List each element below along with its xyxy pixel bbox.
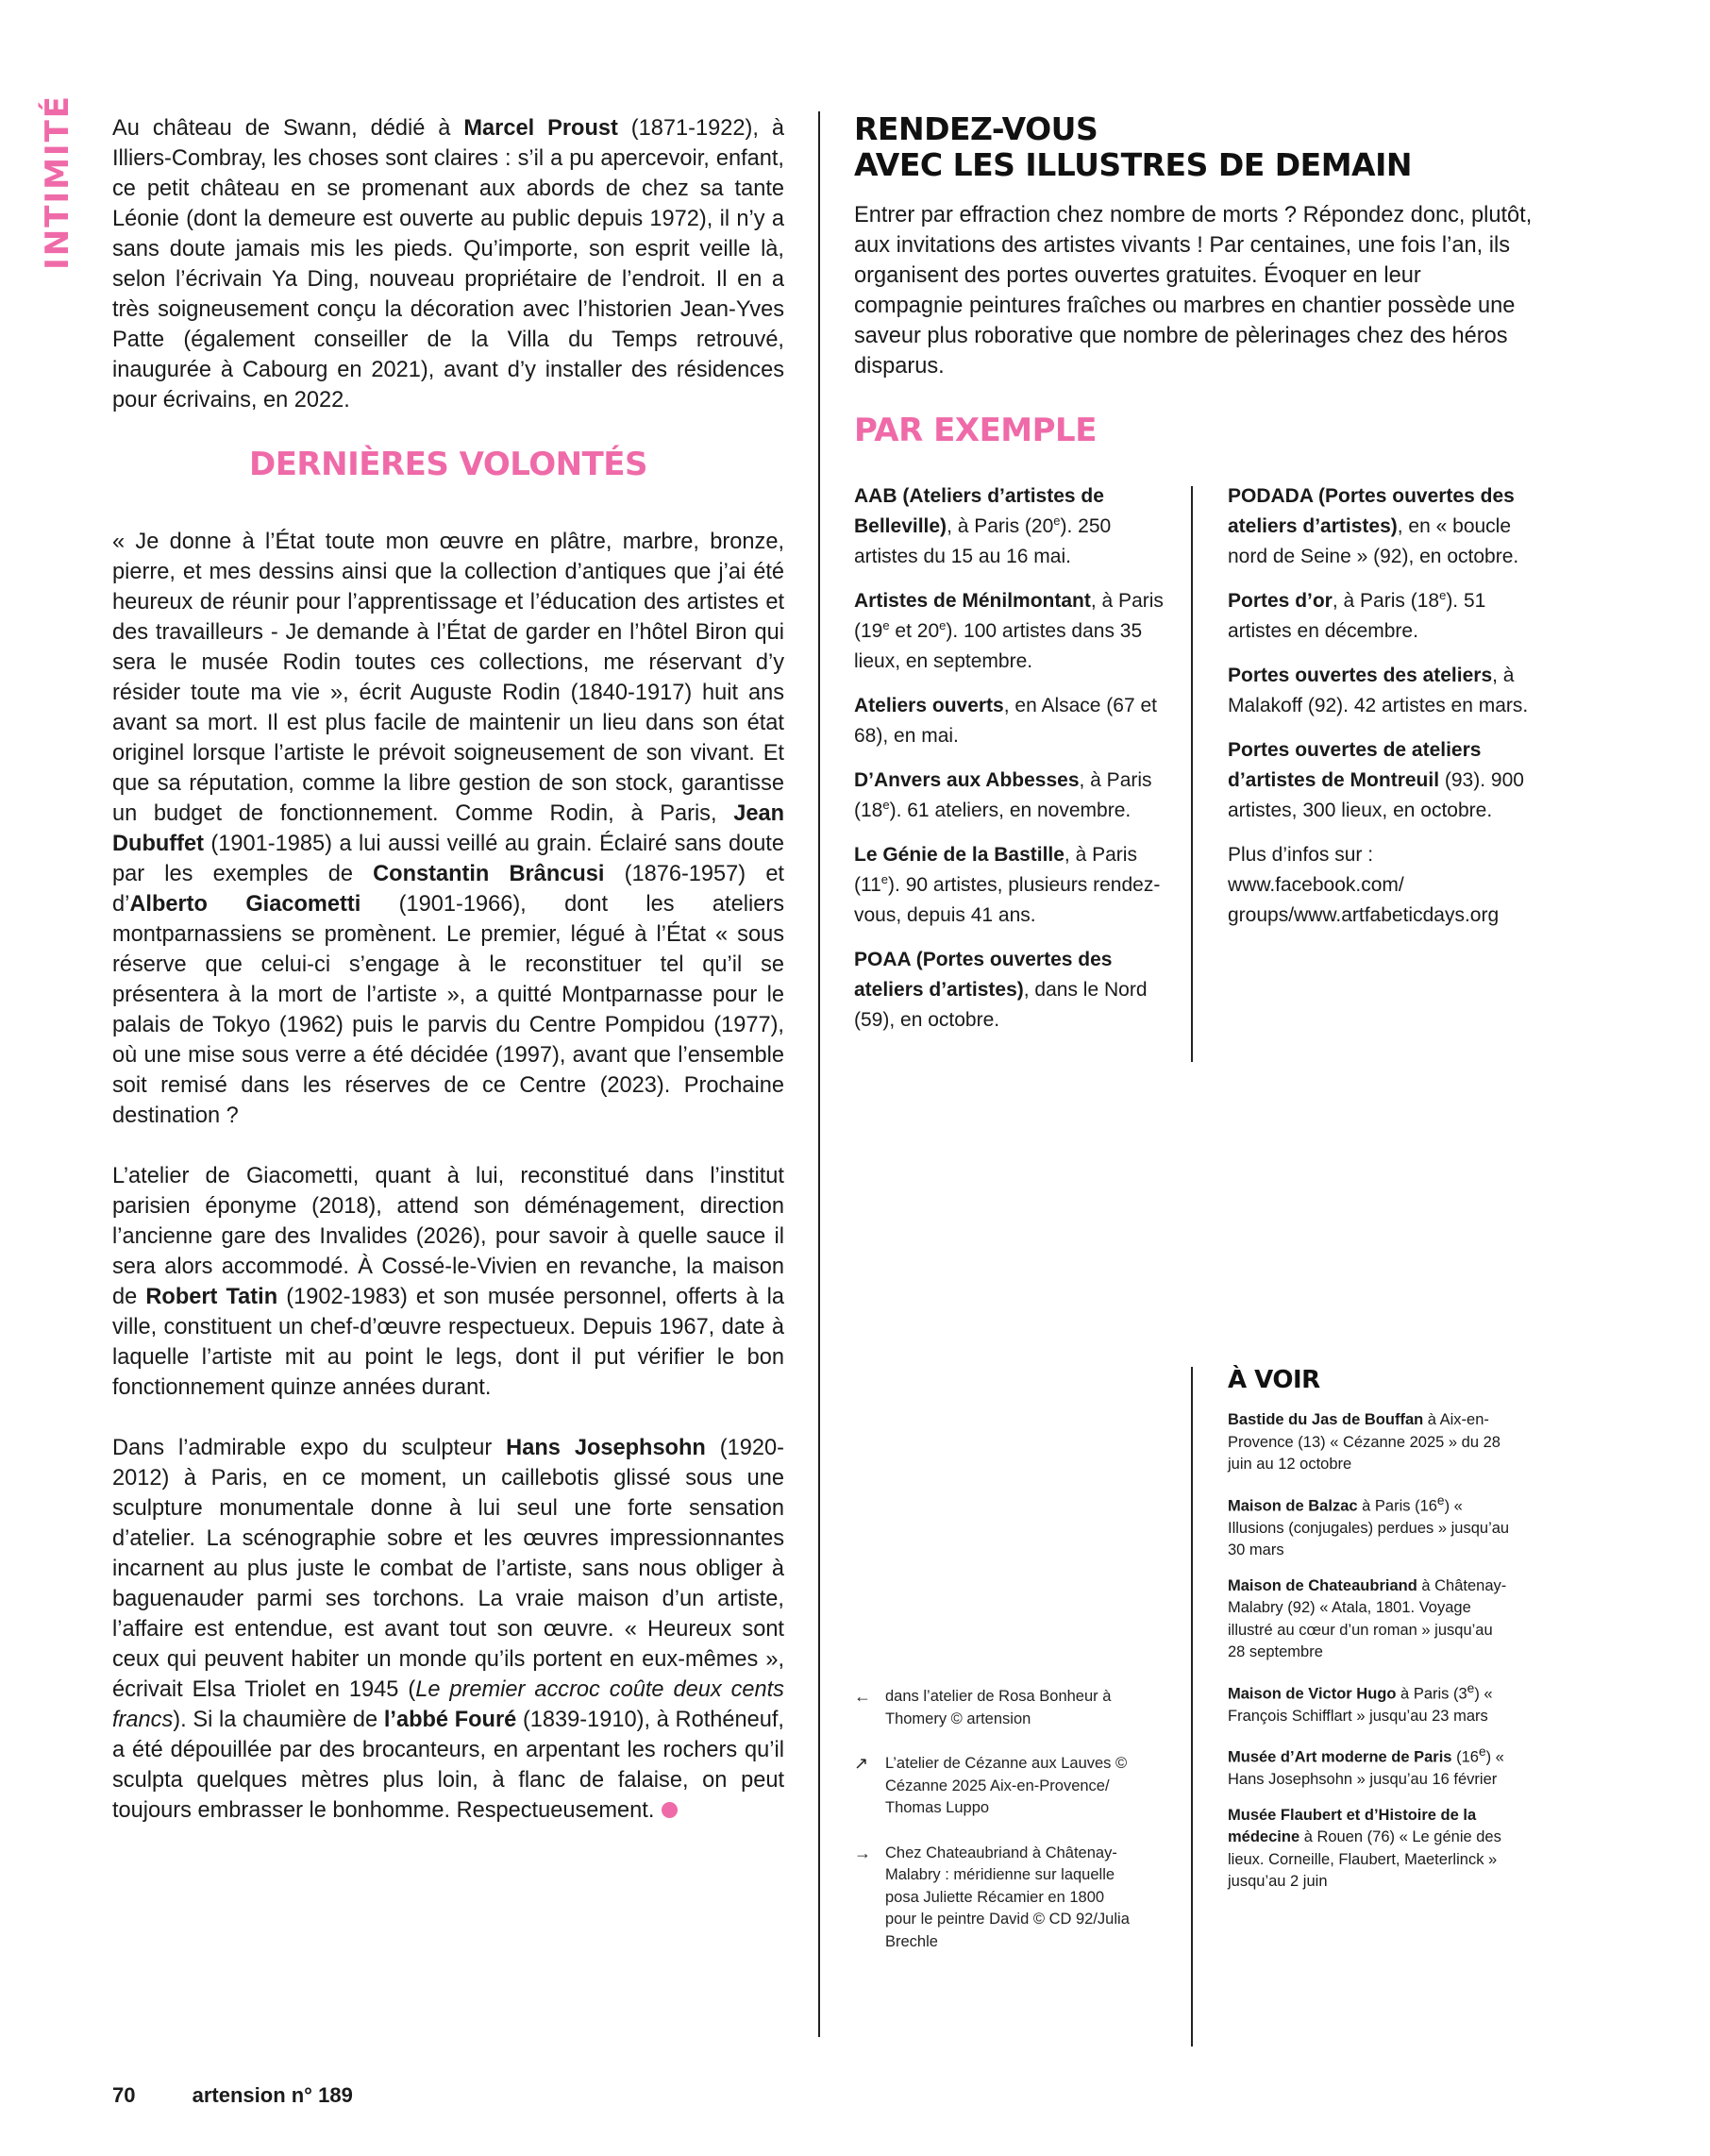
a-voir-list xyxy=(1228,1409,1511,1894)
text-run: Plus d’infos sur : www.facebook.com/ groups/www.artfabeticdays.org xyxy=(1228,844,1500,926)
superscript-run: e xyxy=(1436,1492,1445,1508)
text-run: , à Paris (19 xyxy=(854,590,1164,642)
magazine-issue: artension n° 189 xyxy=(192,2083,353,2107)
bold-run: Jean Dubuffet xyxy=(112,801,784,856)
list-item xyxy=(1228,1409,1511,1476)
bold-run: Constantin Brâncusi xyxy=(373,862,605,886)
list-item xyxy=(854,766,1165,826)
list-item xyxy=(854,586,1165,677)
text-run: , à Paris (18 xyxy=(1332,590,1440,612)
paragraph-4-text xyxy=(112,1436,784,1823)
bold-run: Maison de Victor Hugo xyxy=(1228,1685,1397,1702)
text-run: (1839-1910), à Rothéneuf, a été dépouillée par des brocanteurs, en arpentant les rochers qu’il sculpta quelques mètres plus loin, à flanc de falaise, on peut toujours embrasser le bonhomme. Respectueusement. xyxy=(112,1708,784,1823)
photo-caption xyxy=(854,1843,1137,1954)
photo-caption xyxy=(854,1753,1137,1820)
italic-run: Le premier accroc coûte deux cents francs xyxy=(112,1677,784,1732)
a-voir-heading: À VOIR xyxy=(1228,1366,1320,1394)
text-run: , à Paris (11 xyxy=(854,844,1137,896)
caption-text: dans l’atelier de Rosa Bonheur à Thomery © artension xyxy=(885,1688,1112,1727)
main-article-column xyxy=(112,113,784,1826)
text-run: ). 90 artistes, plusieurs rendez-vous, depuis 41 ans. xyxy=(854,874,1161,926)
intro-paragraph: Entrer par effraction chez nombre de morts ? Répondez donc, plutôt, aux invitations des artistes vivants ! Par centaines, une fois l’an, ils organisent des portes ouvertes gratuites. Évoquer en leur compagnie peintures fraîches ou marbres en chantier possède une saveur plus roborative que nombre de pèlerinages chez des héros disparus. xyxy=(854,203,1533,379)
superscript-run: e xyxy=(1053,514,1061,528)
text-run: Dans l’admirable expo du sculpteur xyxy=(112,1436,507,1460)
paragraph-3 xyxy=(112,1161,784,1403)
text-run: (1876-1957) et d’ xyxy=(112,862,784,917)
text-run: (93). 900 artistes, 300 lieux, en octobre. xyxy=(1228,769,1524,821)
examples-column-2 xyxy=(1228,481,1539,945)
text-run: et 20 xyxy=(889,620,940,642)
bold-run: Maison de Chateaubriand xyxy=(1228,1576,1417,1594)
bold-run: Alberto Giacometti xyxy=(129,892,361,917)
text-run: ) « François Schifflart » jusqu’au 23 mars xyxy=(1228,1685,1493,1725)
section-label xyxy=(39,94,76,270)
text-run: (1901-1966), dont les ateliers montparnassiens se promènent. Le premier, légué à l’État « sous réserve que celui-ci s’engage à le reconstituer tel qu’il se présentera à la mort de l’artiste », a quitté Montparnasse pour le palais de Tokyo (1962) puis le parvis du Centre Pompidou (1977), où une mise sous verre a été décidée (1997), avant que l’ensemble soit remisé dans les réserves de ce Centre (2023). Prochaine destination ? xyxy=(112,892,784,1128)
bold-run: Portes ouvertes des ateliers xyxy=(1228,665,1493,686)
paragraph-1 xyxy=(112,113,784,415)
paragraph-4 xyxy=(112,1433,784,1826)
text-run: à Châtenay-Malabry (92) « Atala, 1801. Voyage illustré au cœur d’un roman » jusqu’au 28 septembre xyxy=(1228,1576,1507,1660)
text-run: (1902-1983) et son musée personnel, offerts à la ville, constituent un chef-d’œuvre respectueux. Depuis 1967, date à laquelle l’artiste mit au point le legs, dont il put vérifier le bon fonctionnement quinze années durant. xyxy=(112,1285,784,1400)
list-item xyxy=(1228,1741,1511,1792)
list-item xyxy=(1228,735,1539,826)
caption-text: Chez Chateaubriand à Châtenay-Malabry : méridienne sur laquelle posa Juliette Récamier en 1800 pour le peintre David © CD 92/Julia Brechle xyxy=(885,1844,1130,1950)
bold-run: Ateliers ouverts xyxy=(854,695,1004,716)
page-footer xyxy=(112,2082,353,2109)
a-voir-box xyxy=(1228,1366,1511,1907)
section-label-text: INTIMITÉ xyxy=(39,94,76,270)
bold-run: Marcel Proust xyxy=(463,116,618,141)
text-run: (1920-2012) à Paris, en ce moment, un caillebotis glissé sous une sculpture monumentale donne à lui seul une forte sensation d’atelier. La scénographie sobre et les œuvres impressionnantes incarnent au plus juste le combat de l’artiste, sans nous obliger à baguenauder parmi ses torchons. La vraie maison d’un artiste, l’affaire est entendue, est avant tout son œuvre. « Heureux sont ceux qui peuvent habiter un monde qu’ils portent en eux-mêmes », écrivait Elsa Triolet en 1945 ( xyxy=(112,1436,784,1702)
superscript-run: e xyxy=(882,798,890,812)
end-mark-dot xyxy=(662,1802,678,1818)
list-item xyxy=(854,945,1165,1036)
list-item xyxy=(1228,661,1539,721)
list-item xyxy=(1228,1490,1511,1562)
text-run: ) « Illusions (conjugales) perdues » jusqu’au 30 mars xyxy=(1228,1497,1510,1558)
heading-line-2: AVEC LES ILLUSTRES DE DEMAIN xyxy=(854,146,1412,183)
bold-run: Le Génie de la Bastille xyxy=(854,844,1065,866)
superscript-run: e xyxy=(939,618,947,632)
bold-run: AAB (Ateliers d’artistes de Belleville) xyxy=(854,485,1104,537)
photo-caption xyxy=(854,1686,1137,1730)
text-run: , à Malakoff (92). 42 artistes en mars. xyxy=(1228,665,1529,716)
bold-run: Hans Josephsohn xyxy=(506,1436,706,1460)
list-item xyxy=(1228,586,1539,647)
bold-run: Maison de Balzac xyxy=(1228,1497,1358,1514)
text-run: ). 100 artistes dans 35 lieux, en septembre. xyxy=(854,620,1143,672)
superscript-run: e xyxy=(1478,1744,1486,1759)
text-run: , en Alsace (67 et 68), en mai. xyxy=(854,695,1158,747)
superscript-run: e xyxy=(1439,588,1447,602)
arrow-icon: ↗ xyxy=(854,1754,869,1773)
text-run: (1901-1985) a lui aussi veillé au grain. Éclairé sans doute par les exemples de xyxy=(112,832,784,886)
avoir-divider xyxy=(1191,1367,1193,2047)
heading-rendez-vous xyxy=(854,111,1534,183)
list-item xyxy=(1228,1805,1511,1894)
text-run: ). 61 ateliers, en novembre. xyxy=(889,800,1132,821)
list-item xyxy=(854,840,1165,931)
caption-text: L’atelier de Cézanne aux Lauves © Cézanne 2025 Aix-en-Provence/ Thomas Luppo xyxy=(885,1755,1128,1816)
list-item xyxy=(854,481,1165,572)
text-run: à Paris (16 xyxy=(1357,1497,1437,1514)
sidebar-column xyxy=(854,111,1534,449)
arrow-icon: → xyxy=(854,1843,871,1862)
text-run: , à Paris (20 xyxy=(947,515,1054,537)
column-divider xyxy=(818,111,820,2037)
bold-run: POAA (Portes ouvertes des ateliers d’artistes) xyxy=(854,949,1113,1001)
text-run: ). 51 artistes en décembre. xyxy=(1228,590,1486,642)
bold-run: Portes ouvertes de ateliers d’artistes de Montreuil xyxy=(1228,739,1482,791)
text-run: ) « Hans Josephsohn » jusqu’au 16 février xyxy=(1228,1748,1504,1788)
list-item xyxy=(854,691,1165,751)
text-run: , en « boucle nord de Seine » (92), en octobre. xyxy=(1228,515,1519,567)
text-run: (16 xyxy=(1451,1748,1479,1766)
superscript-run: e xyxy=(1467,1680,1475,1695)
text-run: à Aix-en-Provence (13) « Cézanne 2025 » du 28 juin au 12 octobre xyxy=(1228,1411,1500,1473)
text-run: Au château de Swann, dédié à xyxy=(112,116,464,141)
bold-run: D’Anvers aux Abbesses xyxy=(854,769,1080,791)
paragraph-2 xyxy=(112,527,784,1131)
heading-par-exemple: PAR EXEMPLE xyxy=(854,412,1097,449)
list-item xyxy=(1228,1677,1511,1728)
examples-divider xyxy=(1191,486,1193,1062)
heading-dernieres-volontes: DERNIÈRES VOLONTÉS xyxy=(248,446,648,483)
bold-run: Portes d’or xyxy=(1228,590,1333,612)
bold-run: Bastide du Jas de Bouffan xyxy=(1228,1411,1424,1428)
examples-column-1 xyxy=(854,481,1165,1050)
text-run: à Rouen (76) « Le génie des lieux. Corneille, Flaubert, Maeterlinck » jusqu’au 2 juin xyxy=(1228,1828,1501,1890)
superscript-run: e xyxy=(880,872,889,886)
text-run: ). Si la chaumière de xyxy=(173,1708,384,1732)
bold-run: l’abbé Fouré xyxy=(383,1708,517,1732)
list-item xyxy=(1228,481,1539,572)
list-item xyxy=(1228,1575,1511,1664)
bold-run: Artistes de Ménilmontant xyxy=(854,590,1091,612)
text-run: « Je donne à l’État toute mon œuvre en plâtre, marbre, bronze, pierre, et mes dessins ainsi que la collection d’antiques que j’ai été heureux de réunir pour l’apprentissage et l’éducation des artistes et des travailleurs - Je demande à l’État de garder en l’hôtel Biron qui sera le musée Rodin toutes ces collections, me réservant d’y résider toute ma vie », écrit Auguste Rodin (1840-1917) huit ans avant sa mort. Il est plus facile de maintenir un lieu dans son état originel lorsque l’artiste le prévoit soigneusement de son vivant. Et que sa réputation, comme la libre gestion de son stock, garantisse un budget de fonctionnement. Comme Rodin, à Paris, xyxy=(112,530,784,826)
page-number: 70 xyxy=(112,2083,136,2107)
bold-run: Musée d’Art moderne de Paris xyxy=(1228,1748,1452,1766)
heading-line-1: RENDEZ-VOUS xyxy=(854,110,1098,147)
photo-captions xyxy=(854,1686,1137,1976)
bold-run: Robert Tatin xyxy=(145,1285,278,1309)
text-run: , à Paris (18 xyxy=(854,769,1152,821)
bold-run: PODADA (Portes ouvertes des ateliers d’artistes) xyxy=(1228,485,1515,537)
superscript-run: e xyxy=(882,618,890,632)
text-run: ). 250 artistes du 15 au 16 mai. xyxy=(854,515,1112,567)
text-run: (1871-1922), à Illiers-Combray, les choses sont claires : s’il a pu apercevoir, enfant, ce petit château en se promenant aux abords de chez sa tante Léonie (dont la demeure est ouverte au public depuis 1972), il n’y a sans doute jamais mis les pieds. Qu’importe, son esprit veille là, selon l’écrivain Ya Ding, nouveau propriétaire de l’endroit. Il en a très soigneusement conçu la décoration avec l’historien Jean-Yves Patte (également conseiller de la Villa du Temps retrouvé, inaugurée à Cabourg en 2021), avant d’y installer des résidences pour écrivains, en 2022. xyxy=(112,116,784,413)
list-item xyxy=(1228,840,1539,931)
text-run: L’atelier de Giacometti, quant à lui, reconstitué dans l’institut parisien éponyme (2018), attend son déménagement, direction l’ancienne gare des Invalides (2026), pour savoir à quelle sauce il sera alors accommodé. À Cossé-le-Vivien en revanche, la maison de xyxy=(112,1164,784,1309)
text-run: à Paris (3 xyxy=(1396,1685,1467,1702)
text-run: , dans le Nord (59), en octobre. xyxy=(854,979,1148,1031)
bold-run: Musée Flaubert et d’Histoire de la médecine xyxy=(1228,1806,1477,1845)
arrow-icon: ← xyxy=(854,1687,871,1706)
